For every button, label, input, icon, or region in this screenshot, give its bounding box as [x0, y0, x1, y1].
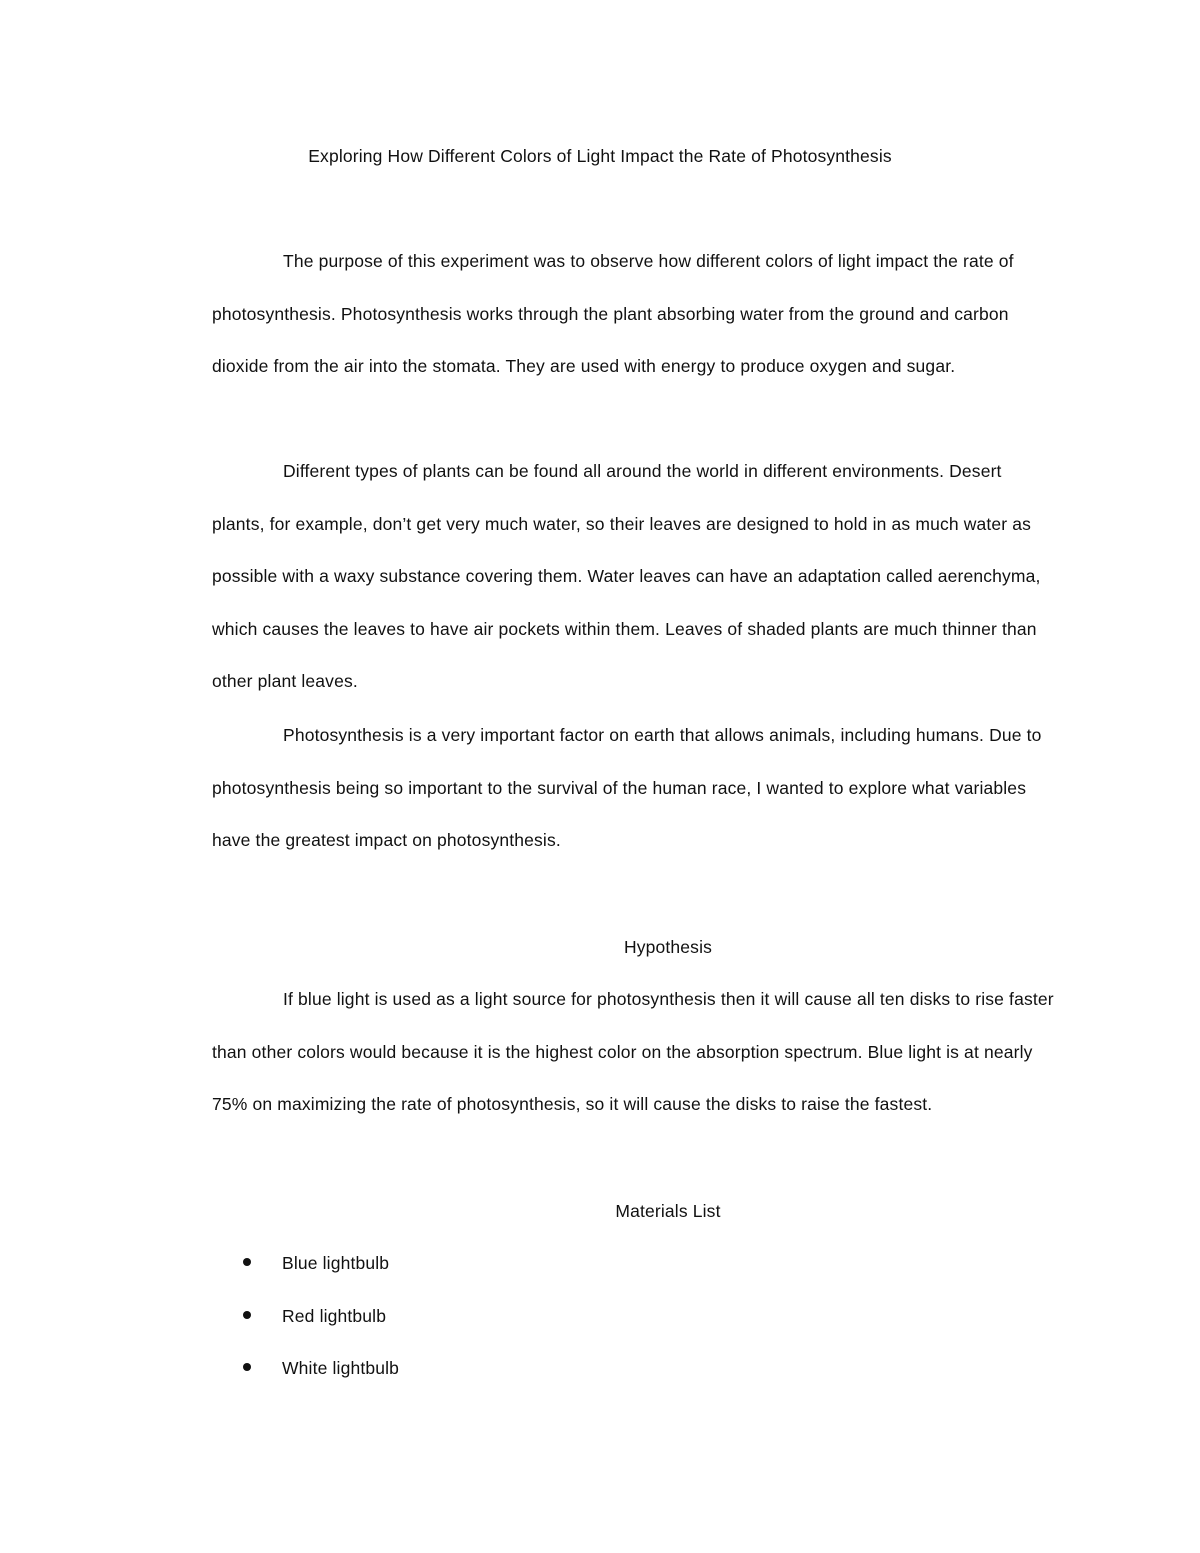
bullet-icon	[243, 1311, 251, 1319]
bullet-icon	[243, 1363, 251, 1371]
hypothesis-heading: Hypothesis	[623, 937, 713, 957]
bullet-icon	[243, 1258, 251, 1266]
materials-heading: Materials List	[615, 1201, 721, 1221]
document-title: Exploring How Different Colors of Light Impact the Rate of Photosynthesis	[308, 146, 892, 166]
intro-paragraph-plant-types: Different types of plants can be found all around the world in different environments. Desert plants, for example, don’t get very much water, so their leaves are designed to hold in as much water as possible with a waxy substance covering them. Water leaves can have an adaptation called aerenchyma, which causes the leaves to have air pockets within them. Leaves of shaded plants are much thinner than other plant leaves.	[212, 461, 1041, 691]
material-label: Red lightbulb	[282, 1305, 387, 1326]
material-label: White lightbulb	[282, 1358, 400, 1378]
hypothesis-paragraph: If blue light is used as a light source for photosynthesis then it will cause all ten disks to rise faster than other colors would because it is the highest color on the absorption spectrum. Blue light is at nearly 75% on maximizing the rate of photosynthesis, so it will cause the disks to raise the fastest.	[212, 989, 1054, 1114]
intro-paragraph-purpose: The purpose of this experiment was to observe how different colors of light impact the rate of photosynthesis. Photosynthesis works through the plant absorbing water from the ground and carbon dioxide from the air into the stomata. They are used with energy to produce oxygen and sugar.	[212, 251, 1014, 376]
intro-paragraph-importance: Photosynthesis is a very important factor on earth that allows animals, including humans. Due to photosynthesis being so important to the survival of the human race, I wanted to explore what variables have the greatest impact on photosynthesis.	[212, 725, 1042, 850]
material-label: Blue lightbulb	[282, 1253, 390, 1273]
